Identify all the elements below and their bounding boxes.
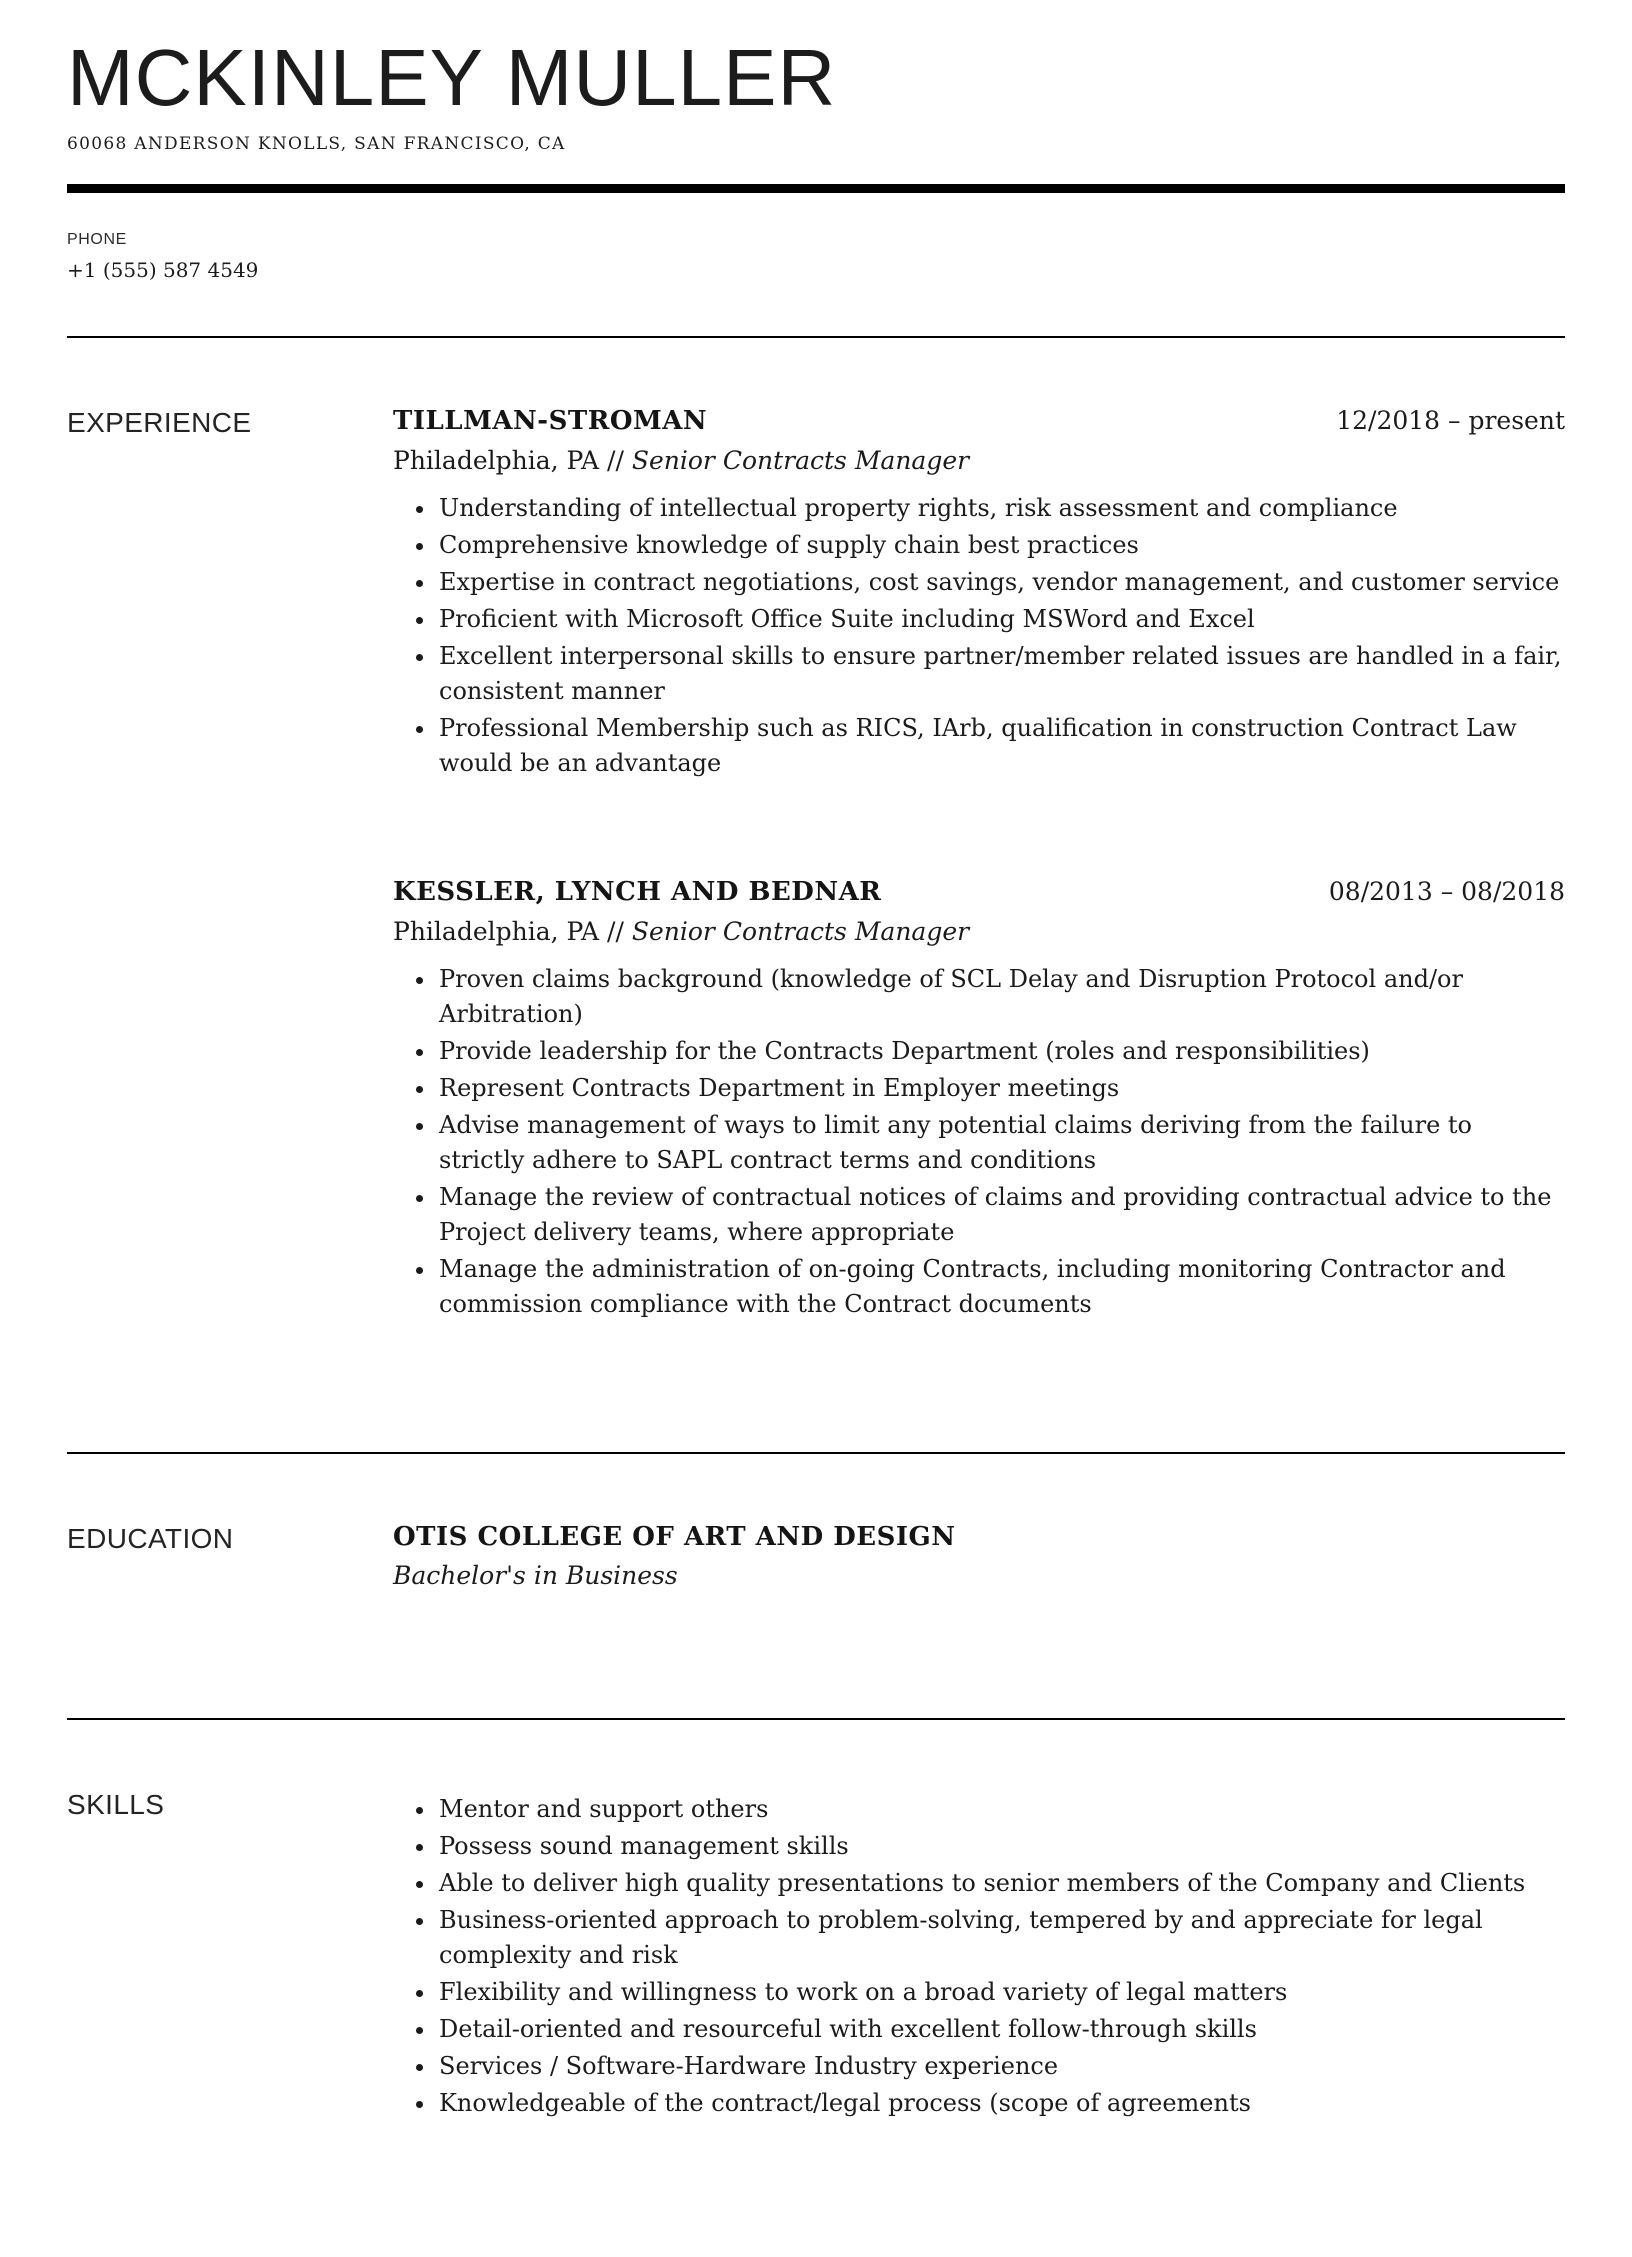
bullet-item: • Flexibility and willingness to work on a broad variety of legal matters: [437, 1975, 1565, 2010]
experience-label: EXPERIENCE: [67, 407, 252, 438]
skills-label: SKILLS: [67, 1789, 165, 1820]
bullet-item: • Detail-oriented and resourceful with excellent follow-through skills: [437, 2012, 1565, 2047]
job-subtitle: [393, 917, 1565, 946]
job-subtitle: [393, 446, 1565, 475]
bullet-item: • Able to deliver high quality presentations to senior members of the Company and Clients: [437, 1866, 1565, 1901]
job-dates: 08/2013 – 08/2018: [1328, 877, 1565, 906]
bullet-item: • Services / Software-Hardware Industry experience: [437, 2049, 1565, 2084]
experience-section: [67, 338, 1565, 1398]
bullet-item: • Excellent interpersonal skills to ensure partner/member related issues are handled in a fair, consistent manner: [437, 639, 1565, 709]
job-dates: 12/2018 – present: [1336, 406, 1565, 435]
job-bullet-list: [393, 962, 1565, 1322]
bullet-item: • Business-oriented approach to problem-solving, tempered by and appreciate for legal complexity and risk: [437, 1903, 1565, 1973]
bullet-item: • Professional Membership such as RICS, IArb, qualification in construction Contract Law would be an advantage: [437, 711, 1565, 781]
job-entry: [393, 877, 1565, 1322]
job-heading-row: [393, 877, 1565, 907]
bullet-item: • Advise management of ways to limit any potential claims deriving from the failure to strictly adhere to SAPL contract terms and conditions: [437, 1108, 1565, 1178]
job-separator: //: [607, 917, 624, 946]
bullet-item: • Manage the administration of on-going Contracts, including monitoring Contractor and commission compliance with the Contract documents: [437, 1252, 1565, 1322]
bullet-item: • Possess sound management skills: [437, 1829, 1565, 1864]
school-name: OTIS COLLEGE OF ART AND DESIGN: [393, 1522, 956, 1552]
header-rule: [67, 184, 1565, 193]
job-location: Philadelphia, PA: [393, 446, 600, 475]
education-section: [67, 1454, 1565, 1664]
job-bullet-list: [393, 491, 1565, 781]
bullet-item: • Provide leadership for the Contracts Department (roles and responsibilities): [437, 1034, 1565, 1069]
education-label: EDUCATION: [67, 1523, 234, 1554]
job-title: Senior Contracts Manager: [631, 917, 970, 946]
resume-header: [67, 33, 1565, 154]
education-content: [393, 1522, 1565, 1590]
phone-value: +1 (555) 587 4549: [67, 258, 259, 282]
bullet-item: • Understanding of intellectual property rights, risk assessment and compliance: [437, 491, 1565, 526]
bullet-item: • Proficient with Microsoft Office Suite including MSWord and Excel: [437, 602, 1565, 637]
bullet-item: • Manage the review of contractual notices of claims and providing contractual advice to the Project delivery teams, where appropriate: [437, 1180, 1565, 1250]
job-title: Senior Contracts Manager: [631, 446, 970, 475]
bullet-item: • Represent Contracts Department in Employer meetings: [437, 1071, 1565, 1106]
company-name: KESSLER, LYNCH AND BEDNAR: [393, 877, 882, 907]
skills-section: [67, 1720, 1565, 2197]
job-entry: [393, 406, 1565, 781]
skills-content: [393, 1788, 1565, 2123]
bullet-item: • Knowledgeable of the contract/legal process (scope of agreements: [437, 2086, 1565, 2121]
phone-label: PHONE: [67, 231, 127, 248]
job-separator: //: [607, 446, 624, 475]
bullet-item: • Expertise in contract negotiations, cost savings, vendor management, and customer service: [437, 565, 1565, 600]
job-heading-row: [393, 406, 1565, 436]
bullet-item: • Proven claims background (knowledge of SCL Delay and Disruption Protocol and/or Arbitration): [437, 962, 1565, 1032]
company-name: TILLMAN-STROMAN: [393, 406, 708, 436]
bullet-item: • Mentor and support others: [437, 1792, 1565, 1827]
experience-content: [393, 406, 1565, 1324]
bullet-item: • Comprehensive knowledge of supply chain best practices: [437, 528, 1565, 563]
skills-bullet-list: [393, 1792, 1565, 2121]
job-location: Philadelphia, PA: [393, 917, 600, 946]
candidate-name: MCKINLEY MULLER: [67, 33, 837, 122]
contact-section: [67, 231, 1565, 282]
degree: Bachelor's in Business: [393, 1561, 678, 1590]
candidate-address: 60068 ANDERSON KNOLLS, SAN FRANCISCO, CA: [67, 134, 566, 154]
